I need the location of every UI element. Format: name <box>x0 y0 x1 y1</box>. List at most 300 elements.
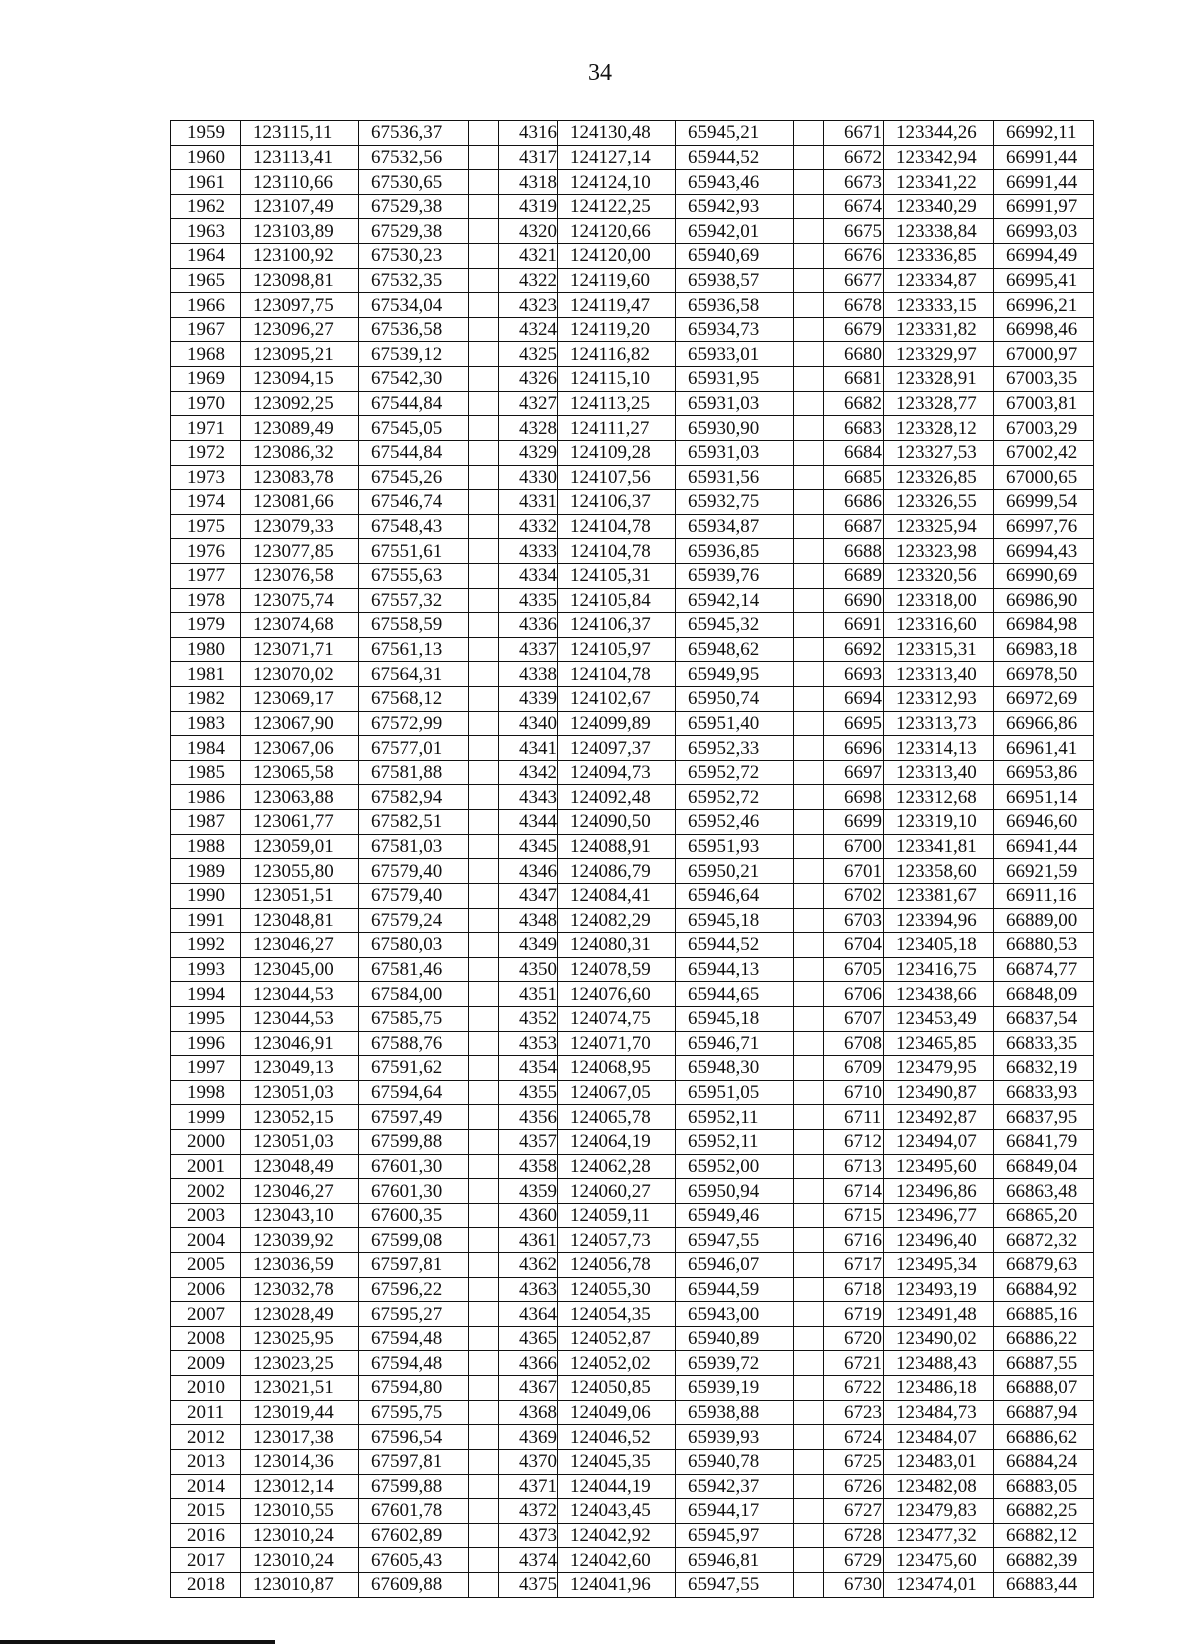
y-coordinate-3: 67000,65 <box>994 465 1094 490</box>
y-coordinate-1: 67532,56 <box>359 145 469 170</box>
y-coordinate-2: 65931,56 <box>676 465 794 490</box>
table-row <box>171 268 1094 293</box>
x-coordinate-3: 123492,87 <box>884 1105 994 1130</box>
y-coordinate-2: 65934,87 <box>676 514 794 539</box>
point-number-2: 4356 <box>499 1105 558 1130</box>
point-number-3: 6691 <box>824 613 884 638</box>
point-number-2: 4345 <box>499 834 558 859</box>
column-gap <box>794 170 824 195</box>
column-gap <box>794 465 824 490</box>
y-coordinate-3: 66983,18 <box>994 637 1094 662</box>
table-row <box>171 1253 1094 1278</box>
column-gap <box>794 490 824 515</box>
point-number-2: 4368 <box>499 1400 558 1425</box>
y-coordinate-3: 66911,16 <box>994 883 1094 908</box>
y-coordinate-3: 66885,16 <box>994 1302 1094 1327</box>
point-number-1: 1972 <box>171 440 241 465</box>
y-coordinate-1: 67595,75 <box>359 1400 469 1425</box>
column-gap <box>794 440 824 465</box>
x-coordinate-3: 123331,82 <box>884 317 994 342</box>
point-number-3: 6681 <box>824 367 884 392</box>
x-coordinate-1: 123115,11 <box>241 121 359 146</box>
x-coordinate-3: 123338,84 <box>884 219 994 244</box>
point-number-1: 1971 <box>171 416 241 441</box>
point-number-1: 1963 <box>171 219 241 244</box>
y-coordinate-3: 67002,42 <box>994 440 1094 465</box>
table-row <box>171 834 1094 859</box>
x-coordinate-3: 123496,77 <box>884 1203 994 1228</box>
column-gap <box>469 1203 499 1228</box>
y-coordinate-2: 65942,93 <box>676 194 794 219</box>
y-coordinate-2: 65947,55 <box>676 1228 794 1253</box>
x-coordinate-3: 123484,07 <box>884 1425 994 1450</box>
point-number-1: 1980 <box>171 637 241 662</box>
x-coordinate-1: 123086,32 <box>241 440 359 465</box>
x-coordinate-1: 123052,15 <box>241 1105 359 1130</box>
column-gap <box>794 1302 824 1327</box>
point-number-1: 1976 <box>171 539 241 564</box>
x-coordinate-3: 123484,73 <box>884 1400 994 1425</box>
y-coordinate-3: 66986,90 <box>994 588 1094 613</box>
x-coordinate-3: 123313,40 <box>884 760 994 785</box>
x-coordinate-1: 123055,80 <box>241 859 359 884</box>
point-number-1: 1986 <box>171 785 241 810</box>
point-number-3: 6701 <box>824 859 884 884</box>
column-gap <box>794 1277 824 1302</box>
point-number-2: 4366 <box>499 1351 558 1376</box>
x-coordinate-1: 123081,66 <box>241 490 359 515</box>
x-coordinate-3: 123416,75 <box>884 957 994 982</box>
column-gap <box>469 1179 499 1204</box>
column-gap <box>794 121 824 146</box>
y-coordinate-3: 66849,04 <box>994 1154 1094 1179</box>
table-row <box>171 1080 1094 1105</box>
column-gap <box>794 1499 824 1524</box>
y-coordinate-3: 66972,69 <box>994 687 1094 712</box>
y-coordinate-3: 66884,92 <box>994 1277 1094 1302</box>
x-coordinate-1: 123067,90 <box>241 711 359 736</box>
x-coordinate-3: 123326,85 <box>884 465 994 490</box>
point-number-2: 4343 <box>499 785 558 810</box>
x-coordinate-2: 124078,59 <box>558 957 676 982</box>
point-number-3: 6718 <box>824 1277 884 1302</box>
point-number-3: 6707 <box>824 1006 884 1031</box>
point-number-1: 1994 <box>171 982 241 1007</box>
y-coordinate-2: 65944,65 <box>676 982 794 1007</box>
column-gap <box>794 563 824 588</box>
column-gap <box>794 145 824 170</box>
point-number-3: 6675 <box>824 219 884 244</box>
y-coordinate-2: 65946,81 <box>676 1548 794 1573</box>
x-coordinate-2: 124042,60 <box>558 1548 676 1573</box>
x-coordinate-2: 124104,78 <box>558 514 676 539</box>
point-number-1: 1978 <box>171 588 241 613</box>
x-coordinate-2: 124122,25 <box>558 194 676 219</box>
y-coordinate-3: 66882,25 <box>994 1499 1094 1524</box>
y-coordinate-2: 65948,62 <box>676 637 794 662</box>
x-coordinate-1: 123032,78 <box>241 1277 359 1302</box>
y-coordinate-1: 67530,65 <box>359 170 469 195</box>
point-number-3: 6692 <box>824 637 884 662</box>
y-coordinate-2: 65949,95 <box>676 662 794 687</box>
point-number-3: 6714 <box>824 1179 884 1204</box>
table-row <box>171 883 1094 908</box>
x-coordinate-2: 124115,10 <box>558 367 676 392</box>
point-number-1: 1967 <box>171 317 241 342</box>
point-number-1: 2008 <box>171 1326 241 1351</box>
point-number-2: 4337 <box>499 637 558 662</box>
column-gap <box>794 194 824 219</box>
column-gap <box>794 613 824 638</box>
y-coordinate-1: 67544,84 <box>359 391 469 416</box>
table-row <box>171 1129 1094 1154</box>
column-gap <box>469 1425 499 1450</box>
y-coordinate-2: 65938,57 <box>676 268 794 293</box>
table-row <box>171 293 1094 318</box>
table-row <box>171 1351 1094 1376</box>
y-coordinate-1: 67609,88 <box>359 1572 469 1597</box>
point-number-3: 6705 <box>824 957 884 982</box>
table-row <box>171 219 1094 244</box>
point-number-3: 6696 <box>824 736 884 761</box>
table-row <box>171 1425 1094 1450</box>
point-number-2: 4347 <box>499 883 558 908</box>
point-number-3: 6730 <box>824 1572 884 1597</box>
column-gap <box>469 121 499 146</box>
y-coordinate-2: 65950,94 <box>676 1179 794 1204</box>
point-number-3: 6725 <box>824 1449 884 1474</box>
table-row <box>171 662 1094 687</box>
point-number-1: 2012 <box>171 1425 241 1450</box>
y-coordinate-1: 67597,81 <box>359 1449 469 1474</box>
x-coordinate-2: 124068,95 <box>558 1056 676 1081</box>
x-coordinate-1: 123074,68 <box>241 613 359 638</box>
y-coordinate-1: 67601,30 <box>359 1179 469 1204</box>
x-coordinate-2: 124124,10 <box>558 170 676 195</box>
table-row <box>171 1179 1094 1204</box>
column-gap <box>469 145 499 170</box>
column-gap <box>794 736 824 761</box>
table-row <box>171 588 1094 613</box>
column-gap <box>794 317 824 342</box>
column-gap <box>469 834 499 859</box>
x-coordinate-3: 123325,94 <box>884 514 994 539</box>
column-gap <box>794 416 824 441</box>
point-number-2: 4333 <box>499 539 558 564</box>
column-gap <box>794 1425 824 1450</box>
point-number-2: 4372 <box>499 1499 558 1524</box>
table-row <box>171 170 1094 195</box>
column-gap <box>794 957 824 982</box>
y-coordinate-2: 65932,75 <box>676 490 794 515</box>
column-gap <box>469 539 499 564</box>
y-coordinate-3: 66882,12 <box>994 1523 1094 1548</box>
y-coordinate-2: 65931,95 <box>676 367 794 392</box>
point-number-2: 4373 <box>499 1523 558 1548</box>
y-coordinate-2: 65949,46 <box>676 1203 794 1228</box>
column-gap <box>794 1400 824 1425</box>
column-gap <box>794 1105 824 1130</box>
point-number-2: 4365 <box>499 1326 558 1351</box>
x-coordinate-1: 123059,01 <box>241 834 359 859</box>
point-number-2: 4359 <box>499 1179 558 1204</box>
y-coordinate-1: 67594,48 <box>359 1351 469 1376</box>
column-gap <box>469 711 499 736</box>
x-coordinate-2: 124055,30 <box>558 1277 676 1302</box>
y-coordinate-1: 67536,58 <box>359 317 469 342</box>
y-coordinate-3: 67003,35 <box>994 367 1094 392</box>
column-gap <box>469 1449 499 1474</box>
point-number-1: 1970 <box>171 391 241 416</box>
point-number-2: 4374 <box>499 1548 558 1573</box>
x-coordinate-1: 123075,74 <box>241 588 359 613</box>
column-gap <box>794 1474 824 1499</box>
y-coordinate-1: 67601,78 <box>359 1499 469 1524</box>
y-coordinate-3: 66886,62 <box>994 1425 1094 1450</box>
x-coordinate-1: 123069,17 <box>241 687 359 712</box>
column-gap <box>794 1080 824 1105</box>
x-coordinate-3: 123328,12 <box>884 416 994 441</box>
x-coordinate-2: 124059,11 <box>558 1203 676 1228</box>
y-coordinate-1: 67577,01 <box>359 736 469 761</box>
point-number-2: 4353 <box>499 1031 558 1056</box>
table-row <box>171 810 1094 835</box>
column-gap <box>794 1548 824 1573</box>
x-coordinate-3: 123340,29 <box>884 194 994 219</box>
y-coordinate-3: 66978,50 <box>994 662 1094 687</box>
point-number-2: 4355 <box>499 1080 558 1105</box>
y-coordinate-1: 67548,43 <box>359 514 469 539</box>
x-coordinate-3: 123312,93 <box>884 687 994 712</box>
column-gap <box>794 367 824 392</box>
point-number-3: 6724 <box>824 1425 884 1450</box>
table-row <box>171 416 1094 441</box>
y-coordinate-2: 65952,00 <box>676 1154 794 1179</box>
x-coordinate-3: 123358,60 <box>884 859 994 884</box>
y-coordinate-3: 66832,19 <box>994 1056 1094 1081</box>
y-coordinate-2: 65944,13 <box>676 957 794 982</box>
y-coordinate-1: 67597,49 <box>359 1105 469 1130</box>
table-row <box>171 637 1094 662</box>
coordinate-table-body <box>171 121 1094 1598</box>
point-number-2: 4317 <box>499 145 558 170</box>
y-coordinate-1: 67534,04 <box>359 293 469 318</box>
y-coordinate-3: 66991,44 <box>994 170 1094 195</box>
point-number-2: 4335 <box>499 588 558 613</box>
y-coordinate-3: 67003,81 <box>994 391 1094 416</box>
y-coordinate-1: 67582,94 <box>359 785 469 810</box>
y-coordinate-1: 67594,64 <box>359 1080 469 1105</box>
column-gap <box>469 1154 499 1179</box>
table-row <box>171 1326 1094 1351</box>
point-number-2: 4320 <box>499 219 558 244</box>
point-number-1: 1966 <box>171 293 241 318</box>
point-number-2: 4361 <box>499 1228 558 1253</box>
point-number-3: 6704 <box>824 933 884 958</box>
y-coordinate-1: 67600,35 <box>359 1203 469 1228</box>
y-coordinate-2: 65931,03 <box>676 391 794 416</box>
point-number-2: 4334 <box>499 563 558 588</box>
y-coordinate-3: 66863,48 <box>994 1179 1094 1204</box>
y-coordinate-1: 67536,37 <box>359 121 469 146</box>
table-row <box>171 1523 1094 1548</box>
x-coordinate-2: 124052,02 <box>558 1351 676 1376</box>
x-coordinate-3: 123493,19 <box>884 1277 994 1302</box>
point-number-2: 4329 <box>499 440 558 465</box>
x-coordinate-3: 123327,53 <box>884 440 994 465</box>
column-gap <box>469 1326 499 1351</box>
point-number-3: 6695 <box>824 711 884 736</box>
column-gap <box>794 588 824 613</box>
x-coordinate-2: 124086,79 <box>558 859 676 884</box>
y-coordinate-2: 65939,76 <box>676 563 794 588</box>
point-number-3: 6708 <box>824 1031 884 1056</box>
x-coordinate-2: 124080,31 <box>558 933 676 958</box>
point-number-2: 4327 <box>499 391 558 416</box>
point-number-2: 4319 <box>499 194 558 219</box>
point-number-1: 2013 <box>171 1449 241 1474</box>
x-coordinate-3: 123394,96 <box>884 908 994 933</box>
x-coordinate-2: 124044,19 <box>558 1474 676 1499</box>
x-coordinate-1: 123012,14 <box>241 1474 359 1499</box>
x-coordinate-1: 123036,59 <box>241 1253 359 1278</box>
column-gap <box>469 1302 499 1327</box>
point-number-1: 2001 <box>171 1154 241 1179</box>
x-coordinate-2: 124094,73 <box>558 760 676 785</box>
column-gap <box>794 785 824 810</box>
point-number-1: 2007 <box>171 1302 241 1327</box>
y-coordinate-3: 66994,43 <box>994 539 1094 564</box>
x-coordinate-3: 123333,15 <box>884 293 994 318</box>
table-row <box>171 736 1094 761</box>
x-coordinate-3: 123329,97 <box>884 342 994 367</box>
column-gap <box>794 834 824 859</box>
point-number-3: 6673 <box>824 170 884 195</box>
table-row <box>171 244 1094 269</box>
point-number-2: 4346 <box>499 859 558 884</box>
x-coordinate-2: 124099,89 <box>558 711 676 736</box>
point-number-3: 6721 <box>824 1351 884 1376</box>
y-coordinate-1: 67591,62 <box>359 1056 469 1081</box>
y-coordinate-2: 65939,93 <box>676 1425 794 1450</box>
y-coordinate-1: 67551,61 <box>359 539 469 564</box>
column-gap <box>469 637 499 662</box>
y-coordinate-2: 65944,52 <box>676 933 794 958</box>
y-coordinate-2: 65944,59 <box>676 1277 794 1302</box>
x-coordinate-3: 123482,08 <box>884 1474 994 1499</box>
y-coordinate-2: 65945,18 <box>676 1006 794 1031</box>
y-coordinate-3: 66961,41 <box>994 736 1094 761</box>
x-coordinate-1: 123097,75 <box>241 293 359 318</box>
y-coordinate-1: 67561,13 <box>359 637 469 662</box>
x-coordinate-1: 123113,41 <box>241 145 359 170</box>
x-coordinate-2: 124076,60 <box>558 982 676 1007</box>
point-number-1: 2005 <box>171 1253 241 1278</box>
y-coordinate-3: 66997,76 <box>994 514 1094 539</box>
y-coordinate-2: 65943,00 <box>676 1302 794 1327</box>
point-number-3: 6699 <box>824 810 884 835</box>
x-coordinate-1: 123067,06 <box>241 736 359 761</box>
column-gap <box>794 1326 824 1351</box>
x-coordinate-1: 123044,53 <box>241 982 359 1007</box>
point-number-2: 4354 <box>499 1056 558 1081</box>
x-coordinate-2: 124113,25 <box>558 391 676 416</box>
y-coordinate-3: 66994,49 <box>994 244 1094 269</box>
y-coordinate-1: 67568,12 <box>359 687 469 712</box>
table-row <box>171 982 1094 1007</box>
point-number-2: 4352 <box>499 1006 558 1031</box>
x-coordinate-2: 124111,27 <box>558 416 676 441</box>
point-number-1: 1964 <box>171 244 241 269</box>
column-gap <box>469 1056 499 1081</box>
x-coordinate-2: 124050,85 <box>558 1376 676 1401</box>
x-coordinate-2: 124106,37 <box>558 490 676 515</box>
x-coordinate-3: 123490,02 <box>884 1326 994 1351</box>
point-number-3: 6698 <box>824 785 884 810</box>
column-gap <box>794 1031 824 1056</box>
x-coordinate-3: 123342,94 <box>884 145 994 170</box>
y-coordinate-3: 66995,41 <box>994 268 1094 293</box>
column-gap <box>469 883 499 908</box>
table-row <box>171 1031 1094 1056</box>
y-coordinate-3: 66874,77 <box>994 957 1094 982</box>
point-number-3: 6713 <box>824 1154 884 1179</box>
column-gap <box>794 219 824 244</box>
x-coordinate-1: 123051,51 <box>241 883 359 908</box>
column-gap <box>469 1474 499 1499</box>
point-number-2: 4351 <box>499 982 558 1007</box>
x-coordinate-2: 124116,82 <box>558 342 676 367</box>
x-coordinate-3: 123405,18 <box>884 933 994 958</box>
x-coordinate-1: 123071,71 <box>241 637 359 662</box>
table-row <box>171 391 1094 416</box>
x-coordinate-1: 123103,89 <box>241 219 359 244</box>
point-number-1: 1974 <box>171 490 241 515</box>
point-number-1: 2016 <box>171 1523 241 1548</box>
column-gap <box>469 440 499 465</box>
x-coordinate-2: 124107,56 <box>558 465 676 490</box>
x-coordinate-1: 123089,49 <box>241 416 359 441</box>
y-coordinate-1: 67594,48 <box>359 1326 469 1351</box>
table-row <box>171 687 1094 712</box>
y-coordinate-3: 66941,44 <box>994 834 1094 859</box>
x-coordinate-1: 123025,95 <box>241 1326 359 1351</box>
y-coordinate-1: 67564,31 <box>359 662 469 687</box>
y-coordinate-1: 67530,23 <box>359 244 469 269</box>
column-gap <box>794 760 824 785</box>
column-gap <box>794 514 824 539</box>
point-number-3: 6710 <box>824 1080 884 1105</box>
point-number-3: 6722 <box>824 1376 884 1401</box>
point-number-1: 1962 <box>171 194 241 219</box>
point-number-1: 1959 <box>171 121 241 146</box>
y-coordinate-1: 67595,27 <box>359 1302 469 1327</box>
point-number-3: 6672 <box>824 145 884 170</box>
column-gap <box>469 342 499 367</box>
y-coordinate-2: 65945,97 <box>676 1523 794 1548</box>
y-coordinate-2: 65942,01 <box>676 219 794 244</box>
x-coordinate-3: 123316,60 <box>884 613 994 638</box>
column-gap <box>469 859 499 884</box>
x-coordinate-2: 124104,78 <box>558 539 676 564</box>
column-gap <box>794 883 824 908</box>
x-coordinate-3: 123328,91 <box>884 367 994 392</box>
y-coordinate-1: 67602,89 <box>359 1523 469 1548</box>
x-coordinate-3: 123474,01 <box>884 1572 994 1597</box>
column-gap <box>794 687 824 712</box>
y-coordinate-2: 65944,52 <box>676 145 794 170</box>
point-number-2: 4321 <box>499 244 558 269</box>
